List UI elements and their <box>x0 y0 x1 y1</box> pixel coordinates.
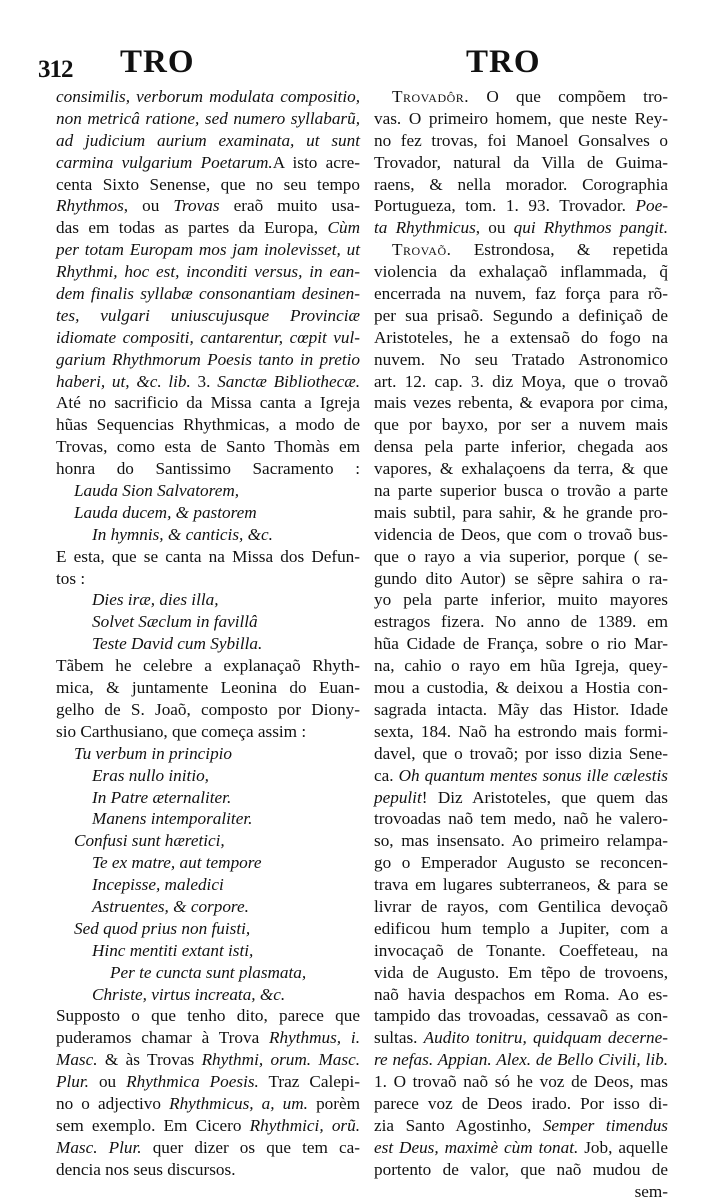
text-line <box>56 86 360 108</box>
italic-text: Hinc mentiti extant isti, <box>92 940 254 960</box>
text-line <box>56 371 360 393</box>
roman-text: ca. <box>374 765 399 785</box>
italic-text: Cùm <box>327 218 360 238</box>
italic-text: Rhythmicus, a, um. <box>169 1093 308 1113</box>
roman-text: violencia da exhalaçaõ inflammada, q̃ <box>374 262 668 282</box>
roman-text: nuvem. No seu Tratado Astronomico <box>374 349 668 369</box>
headword: Trovaõ. <box>392 240 452 260</box>
roman-text: ! Diz Aristoteles, que quem das <box>421 787 668 807</box>
roman-text: sagrada intacta. Mãy das Histor. Idade <box>374 699 668 719</box>
running-head-left: TRO <box>120 44 195 80</box>
roman-text: na parte superior busca o trovão a parte <box>374 481 668 501</box>
italic-text: Per te cuncta sunt plasmata, <box>110 962 307 982</box>
italic-text: Sanctæ Bibliothecæ. <box>217 371 360 391</box>
text-line <box>374 1159 668 1181</box>
italic-text: Semper timendus <box>542 1115 668 1135</box>
italic-text: Rhythmica Poesis. <box>126 1072 259 1092</box>
text-line <box>374 261 668 283</box>
text-line <box>56 436 360 458</box>
text-line <box>374 1071 668 1093</box>
italic-text: idiomate compositi, cantarentur, cœpit vul- <box>56 327 360 347</box>
roman-text: que por bayxo, por ser a nuvem mais <box>374 415 668 435</box>
roman-text: gundo dito Autor) se sẽpre sahira o ra- <box>374 568 668 588</box>
roman-text: invocaçaõ de Tonante. Coeffeteau, na <box>374 940 668 960</box>
roman-text: no o adjectivo <box>56 1093 170 1113</box>
roman-text: porèm <box>307 1093 360 1113</box>
text-line <box>374 546 668 568</box>
text-line <box>374 568 668 590</box>
roman-text: parece voz de Deos irado. Por isso di- <box>374 1093 668 1113</box>
roman-text: portento de valor, que naõ mudou de <box>374 1159 668 1179</box>
text-line <box>374 633 668 655</box>
roman-text: puderamos chamar à Trova <box>56 1028 270 1048</box>
text-line <box>56 1137 360 1159</box>
italic-text: In Patre æternaliter. <box>92 787 232 807</box>
roman-text: hũas Sequencias Rhythmicas, a modo de <box>56 415 360 435</box>
verse-line <box>56 830 360 852</box>
roman-text: densa pela parte inferior, chegada aos <box>374 437 668 457</box>
text-line <box>374 830 668 852</box>
italic-text: Masc. <box>56 1050 98 1070</box>
roman-text: sem- <box>634 1181 668 1201</box>
italic-text: Tu verbum in principio <box>74 743 233 763</box>
roman-text: honra do Santissimo Sacramento : <box>56 459 360 479</box>
roman-text: mais vezes rebenta, & evapora por cima, <box>374 393 668 413</box>
text-line <box>56 1049 360 1071</box>
italic-text: pepulit <box>374 787 422 807</box>
roman-text: per sua prisaõ. Segundo a definiçaõ de <box>374 305 668 325</box>
text-line <box>56 655 360 677</box>
italic-text: Teste David cum Sybilla. <box>92 634 263 654</box>
text-line <box>56 283 360 305</box>
roman-text: so, mas insensato. Ao primeiro relampa- <box>374 831 668 851</box>
roman-text: edificou hum templo a Jupiter, com a <box>374 918 668 938</box>
roman-text: trava em lugares subterraneos, & para se <box>374 875 668 895</box>
left-column <box>56 86 360 1181</box>
italic-text: re nefas. Appian. Alex. de Bello Civili, lib. <box>374 1050 668 1070</box>
text-line <box>56 1115 360 1137</box>
text-line <box>374 524 668 546</box>
roman-text: , ou <box>123 196 174 216</box>
roman-text: estragos fizera. No anno de 1389. em <box>374 612 668 632</box>
italic-text: Trovas <box>173 196 220 216</box>
roman-text: videncia de Deos, que com o trovaõ bus- <box>374 524 668 544</box>
text-line <box>56 1093 360 1115</box>
text-line <box>374 743 668 765</box>
text-line <box>374 174 668 196</box>
italic-text: garium Rhythmorum Poesis tanto in pretio <box>56 349 360 369</box>
roman-text: Estrondosa, & repetida <box>451 240 668 260</box>
text-line <box>56 239 360 261</box>
italic-text: Dies iræ, dies illa, <box>92 590 219 610</box>
headword: Trovadôr. <box>392 87 470 106</box>
text-line <box>374 940 668 962</box>
text-line <box>56 1005 360 1027</box>
roman-text: E esta, que se canta na Missa dos Defun- <box>56 546 360 566</box>
text-line <box>56 1159 360 1181</box>
italic-text: Rhythmici, orũ. <box>249 1115 360 1135</box>
text-line <box>56 414 360 436</box>
verse-line <box>56 633 360 655</box>
roman-text: vas. O primeiro homem, que neste Rey- <box>374 108 668 128</box>
roman-text: centa Sixto Senense, que no seu tempo <box>56 174 360 194</box>
text-line <box>374 349 668 371</box>
italic-text: tes, vulgari uniuscujusque Provinciæ <box>56 305 360 325</box>
italic-text: ta Rhythmicus <box>374 218 476 238</box>
roman-text: Aristoteles, he a extensaõ do fogo na <box>374 327 668 347</box>
roman-text: naõ havia despachos em Roma. Ao es- <box>374 984 668 1004</box>
roman-text: gelho de S. Joaõ, composto por Diony- <box>56 699 360 719</box>
roman-text: encerrada na nuvem, faz força para rõ- <box>374 284 668 304</box>
text-line <box>56 152 360 174</box>
italic-text: Te ex matre, aut tempore <box>92 853 262 873</box>
italic-text: In hymnis, & canticis, &c. <box>92 524 273 544</box>
roman-text: Trovas, como esta de Santo Thomàs em <box>56 437 360 457</box>
verse-line <box>56 524 360 546</box>
text-line <box>374 86 668 108</box>
text-line <box>374 327 668 349</box>
roman-text: raens, & nella morador. Corographia <box>374 174 668 194</box>
roman-text: tos : <box>56 568 86 588</box>
text-line <box>374 655 668 677</box>
roman-text: ou <box>88 1072 127 1092</box>
text-line <box>374 480 668 502</box>
italic-text: Rhythmi, hoc est, inconditi versus, in ean- <box>56 262 360 282</box>
roman-text: dencia nos seus discursos. <box>56 1159 236 1179</box>
text-line <box>374 962 668 984</box>
roman-text: mais subtil, para sahir, & he grande pro- <box>374 502 668 522</box>
roman-text: Portugueza, tom. 1. 93. Trovador. <box>374 196 636 216</box>
text-line <box>56 458 360 480</box>
italic-text: Incepisse, maledici <box>92 875 224 895</box>
roman-text: & às Trovas <box>97 1050 202 1070</box>
italic-text: Eras nullo initio, <box>92 765 209 785</box>
text-line <box>374 699 668 721</box>
running-head-right: TRO <box>466 44 541 80</box>
text-line <box>374 808 668 830</box>
roman-text: Tãbem he celebre a explanaçaõ Rhyth- <box>56 656 360 676</box>
roman-text: livrar de rayos, com Gentilica devoçaõ <box>374 896 668 916</box>
italic-text: Masc. Plur. <box>56 1137 142 1157</box>
text-line <box>374 239 668 261</box>
roman-text: vida de Augusto. Em tẽpo de trovoens, <box>374 962 668 982</box>
roman-text: davel, que o trovaõ; por isso dizia Sene- <box>374 743 668 763</box>
verse-line <box>56 589 360 611</box>
italic-text: Rhythmus, i. <box>269 1028 360 1048</box>
roman-text: go o Emperador Augusto se reconcen- <box>374 853 668 873</box>
text-line <box>374 305 668 327</box>
verse-line <box>56 765 360 787</box>
text-line <box>374 458 668 480</box>
text-line <box>374 677 668 699</box>
text-line <box>56 1027 360 1049</box>
text-line <box>374 1137 668 1159</box>
italic-text: non metricâ ratione, sed numero syllabarũ, <box>56 108 360 128</box>
verse-line <box>56 874 360 896</box>
italic-text: haberi, ut, &c. lib. <box>56 371 191 391</box>
italic-text: Poe- <box>635 196 668 216</box>
text-line <box>374 611 668 633</box>
italic-text: Confusi sunt hæretici, <box>74 831 225 851</box>
verse-line <box>56 743 360 765</box>
roman-text: zia Santo Agostinho, <box>374 1115 543 1135</box>
text-line <box>374 1005 668 1027</box>
italic-text: qui Rhythmos pangit. <box>513 218 668 238</box>
italic-text: Lauda ducem, & pastorem <box>74 502 257 522</box>
italic-text: Lauda Sion Salvatorem, <box>74 481 240 501</box>
text-line <box>56 174 360 196</box>
italic-text: per totam Europam mos jam inolevisset, ut <box>56 240 360 260</box>
verse-line <box>56 962 360 984</box>
italic-text: Solvet Sæclum in favillâ <box>92 612 258 632</box>
text-line <box>374 874 668 896</box>
verse-line <box>56 852 360 874</box>
roman-text: sio Carthusiano, que começa assim : <box>56 721 307 741</box>
text-line <box>374 787 668 809</box>
text-line <box>56 108 360 130</box>
roman-text: , ou <box>475 218 514 238</box>
text-line <box>374 108 668 130</box>
roman-text: Job, aquelle <box>578 1137 668 1157</box>
text-line <box>56 195 360 217</box>
verse-line <box>56 940 360 962</box>
italic-text: Plur. <box>56 1072 89 1092</box>
text-line <box>374 1115 668 1137</box>
verse-line <box>56 611 360 633</box>
verse-line <box>56 918 360 940</box>
text-line <box>56 677 360 699</box>
roman-text: hũa Cidade de França, sobre o rio Mar- <box>374 634 668 654</box>
text-line <box>56 568 360 590</box>
roman-text: eraõ muito usa- <box>219 196 360 216</box>
roman-text: O que compõem tro- <box>469 87 668 106</box>
italic-text: Oh quantum mentes sonus ille cælestis <box>398 765 668 785</box>
italic-text: Audito tonitru, quidquam decerne- <box>423 1028 668 1048</box>
text-line <box>56 349 360 371</box>
text-line <box>374 283 668 305</box>
text-line <box>374 414 668 436</box>
text-line <box>374 896 668 918</box>
roman-text: trovoadas naõ tem medo, naõ he valero- <box>374 809 668 829</box>
roman-text: sem exemplo. Em Cicero <box>56 1115 250 1135</box>
text-line <box>374 852 668 874</box>
italic-text: Sed quod prius non fuisti, <box>74 918 251 938</box>
italic-text: Manens intemporaliter. <box>92 809 253 829</box>
italic-text: carmina vulgarium Poetarum. <box>56 152 273 172</box>
verse-line <box>56 480 360 502</box>
text-line <box>374 502 668 524</box>
verse-line <box>56 896 360 918</box>
roman-text: na, cahio o rayo em hũa Igreja, quey- <box>374 656 668 676</box>
text-line <box>56 217 360 239</box>
roman-text: quer dizer os que tem ca- <box>141 1137 360 1157</box>
verse-line <box>56 787 360 809</box>
roman-text: mica, & juntamente Leonina do Euan- <box>56 678 360 698</box>
text-line <box>374 392 668 414</box>
text-line <box>374 721 668 743</box>
italic-text: Astruentes, & corpore. <box>92 896 249 916</box>
roman-text: 3. <box>190 371 218 391</box>
text-line <box>374 1181 668 1202</box>
text-line <box>374 1093 668 1115</box>
italic-text: ad judicium aurium examinata, ut sunt <box>56 130 360 150</box>
text-line <box>374 1027 668 1049</box>
italic-text: consimilis, verborum modulata compositio, <box>56 87 360 106</box>
text-line <box>374 918 668 940</box>
text-line <box>374 765 668 787</box>
text-line <box>56 327 360 349</box>
italic-text: Christe, virtus increata, &c. <box>92 984 286 1004</box>
text-line <box>374 152 668 174</box>
text-line <box>374 371 668 393</box>
roman-text: que o rayo a via superior, porque ( se- <box>374 546 668 566</box>
roman-text: yo pela parte inferior, muito mayores <box>374 590 668 610</box>
text-line <box>56 721 360 743</box>
roman-text: Supposto o que tenho dito, parece que <box>56 1006 360 1026</box>
roman-text: das em todas as partes da Europa, <box>56 218 328 238</box>
verse-line <box>56 502 360 524</box>
right-column <box>374 86 668 1202</box>
roman-text: Traz Calepi- <box>258 1072 361 1092</box>
roman-text: Até no sacrificio da Missa canta a Igreja <box>56 393 360 413</box>
roman-text: vapores, & exhalaçoens da terra, & que <box>374 459 668 479</box>
roman-text: no fez trovas, foi Manoel Gonsalves o <box>374 130 668 150</box>
italic-text: dem finalis syllabæ consonantiam desinen- <box>56 284 360 304</box>
roman-text: 1. O trovaõ naõ só he voz de Deos, mas <box>374 1072 668 1092</box>
text-line <box>374 436 668 458</box>
text-line <box>56 546 360 568</box>
text-line <box>374 130 668 152</box>
text-line <box>56 305 360 327</box>
roman-text: tampido das trovoadas, cessavaõ as con- <box>374 1006 668 1026</box>
italic-text: Rhythmi, orum. Masc. <box>201 1050 361 1070</box>
roman-text: art. 12. cap. 3. diz Moya, que o trovaõ <box>374 371 668 391</box>
text-line <box>56 261 360 283</box>
verse-line <box>56 984 360 1006</box>
roman-text: sultas. <box>374 1028 424 1048</box>
roman-text: A isto acre- <box>272 152 360 172</box>
page-number: 312 <box>38 56 73 83</box>
italic-text: est Deus, maximè cùm tonat. <box>374 1137 579 1157</box>
text-line <box>56 392 360 414</box>
roman-text: mou a custodia, & deixou a Hostia con- <box>374 678 668 698</box>
text-line <box>56 1071 360 1093</box>
text-line <box>56 699 360 721</box>
text-line <box>374 589 668 611</box>
text-line <box>374 1049 668 1071</box>
italic-text: Rhythmos <box>56 196 124 216</box>
text-line <box>374 195 668 217</box>
roman-text: Trovador, natural da Villa de Guima- <box>374 152 668 172</box>
verse-line <box>56 808 360 830</box>
roman-text: sexta, 184. Naõ ha estrondo mais formi- <box>374 721 668 741</box>
text-line <box>56 130 360 152</box>
text-line <box>374 984 668 1006</box>
text-line <box>374 217 668 239</box>
